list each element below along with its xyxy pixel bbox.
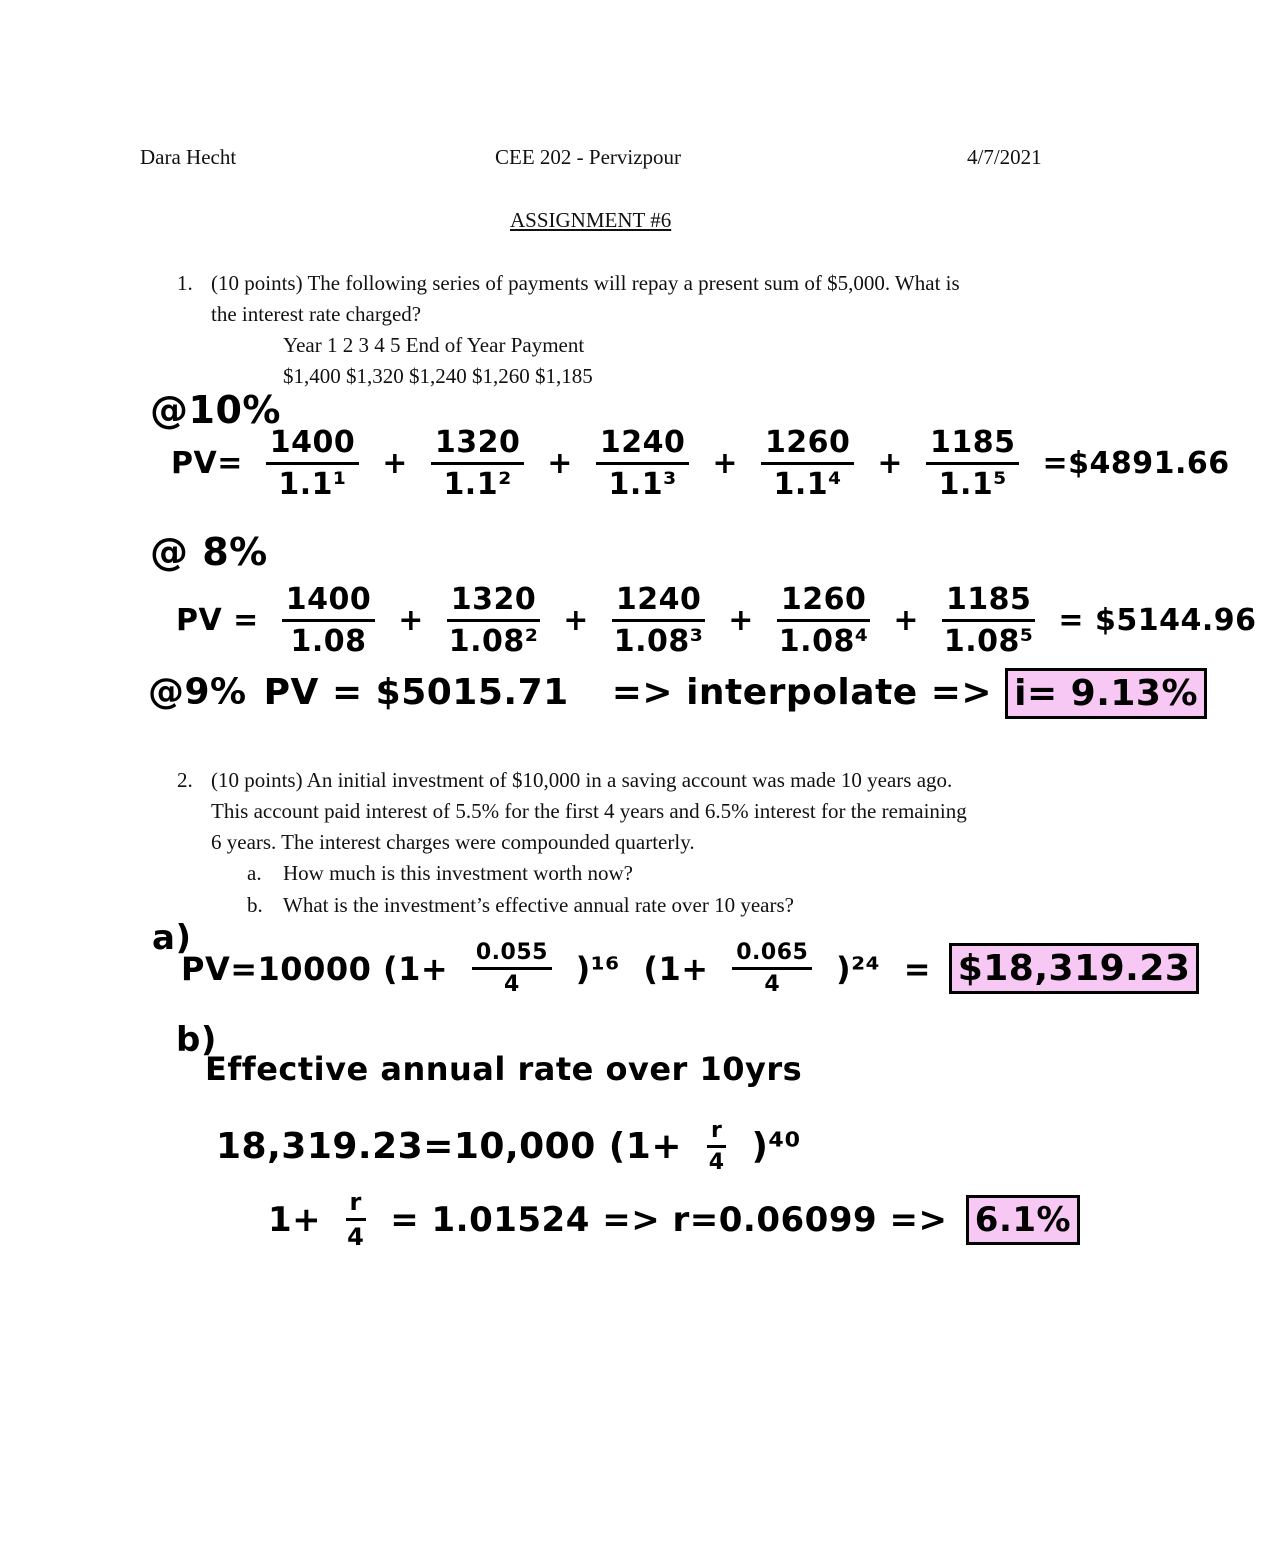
document-date: 4/7/2021 (967, 145, 1042, 169)
question-2-number: 2. (177, 768, 193, 792)
part-a-equation (175, 940, 1199, 997)
author-name: Dara Hecht (140, 145, 237, 169)
term-5-fraction: $\frac{1185}{\text{1.08⁵}}$ (943, 582, 1034, 659)
question-2-text-line1: (10 points) An initial investment of $10,000 in a saving account was made 10 years ago. (211, 768, 953, 792)
part-b-equation-2 (262, 1188, 1080, 1251)
rate-9-line (148, 668, 1207, 719)
interpolate-text: => interpolate => (611, 671, 993, 713)
payment-table-header: Year 1 2 3 4 5 End of Year Payment (283, 333, 585, 357)
term-1-fraction: $\frac{1400}{\text{1.1¹}}$ (266, 425, 360, 502)
pv-at-8-result: = $5144.96 (1058, 603, 1257, 638)
part-a-label: a) (152, 918, 192, 958)
q1-answer-box: i= 9.13% (1005, 668, 1207, 719)
question-2-text-line2: This account paid interest of 5.5% for the first 4 years and 6.5% interest for the remaining (211, 799, 967, 823)
term-3-fraction: $\frac{1240}{\text{1.08³}}$ (613, 582, 704, 659)
pv-at-10-equation (165, 425, 1236, 502)
plus-sign: + (382, 446, 408, 481)
equals-sign: = (903, 949, 932, 988)
sub-question-a-label: a. (247, 861, 262, 885)
q2a-answer-box: $18,319.23 (949, 943, 1200, 994)
payment-table-values: $1,400 $1,320 $1,240 $1,260 $1,185 (283, 364, 593, 388)
rate-fraction-1: $\frac{0.055}{4}$ (472, 940, 552, 997)
assignment-title: ASSIGNMENT #6 (510, 208, 672, 232)
rate-fraction-2: $\frac{0.065}{4}$ (732, 940, 812, 997)
rate-solution: = 1.01524 => r=0.06099 => (390, 1199, 948, 1240)
rate-10-label: @10% (150, 388, 281, 432)
plus-sign: + (712, 446, 738, 481)
term-2-fraction: $\frac{1320}{\text{1.1²}}$ (431, 425, 525, 502)
plus-sign: + (547, 446, 573, 481)
sub-question-b-text: What is the investment’s effective annual rate over 10 years? (283, 893, 794, 917)
pv-lhs: PV= (171, 446, 243, 481)
rate-9-label: @9% (148, 671, 247, 713)
course-name: CEE 202 - Pervizpour (495, 145, 682, 169)
rate-8-label: @ 8% (150, 530, 268, 574)
term-2-fraction: $\frac{1320}{\text{1.08²}}$ (448, 582, 539, 659)
question-1-number: 1. (177, 271, 193, 295)
plus-sign: + (877, 446, 904, 481)
part-b-equation-1 (210, 1118, 807, 1175)
part-b-label: b) (176, 1020, 217, 1060)
term-4-fraction: $\frac{1260}{\text{1.1⁴}}$ (761, 425, 855, 502)
pv-expression-start: PV=10000 (1+ (181, 949, 449, 988)
plus-sign: + (728, 603, 754, 638)
fv-equation-start: 18,319.23=10,000 (1+ (216, 1126, 682, 1167)
pv-at-8-equation (170, 582, 1263, 659)
pv-at-10-result: =$4891.66 (1042, 446, 1230, 481)
r-over-4-fraction: $\frac{r}{4}$ (347, 1188, 365, 1251)
second-factor-start: (1+ (643, 949, 709, 988)
plus-sign: + (563, 603, 589, 638)
plus-sign: + (893, 603, 919, 638)
question-2-text-line3: 6 years. The interest charges were compounded quarterly. (211, 830, 695, 854)
term-4-fraction: $\frac{1260}{\text{1.08⁴}}$ (778, 582, 869, 659)
sub-question-a-text: How much is this investment worth now? (283, 861, 633, 885)
exponent-24: )²⁴ (835, 949, 881, 988)
term-1-fraction: $\frac{1400}{1.08}$ (282, 582, 376, 659)
term-5-fraction: $\frac{1185}{\text{1.1⁵}}$ (926, 425, 1020, 502)
pv-lhs: PV = (176, 603, 259, 638)
term-3-fraction: $\frac{1240}{\text{1.1³}}$ (596, 425, 690, 502)
sub-question-b-label: b. (247, 893, 263, 917)
part-b-heading: Effective annual rate over 10yrs (205, 1050, 803, 1088)
plus-sign: + (398, 603, 424, 638)
question-1-text-line1: (10 points) The following series of payments will repay a present sum of $5,000. What is (211, 271, 960, 295)
exponent-16: )¹⁶ (575, 949, 620, 988)
question-1-text-line2: the interest rate charged? (211, 302, 422, 326)
one-plus: 1+ (268, 1199, 322, 1240)
q2b-answer-box: 6.1% (966, 1195, 1080, 1245)
pv-at-9: PV = $5015.71 (263, 671, 569, 713)
exponent-40: )⁴⁰ (751, 1126, 801, 1167)
r-over-4-fraction: $\frac{r}{4}$ (708, 1118, 725, 1175)
